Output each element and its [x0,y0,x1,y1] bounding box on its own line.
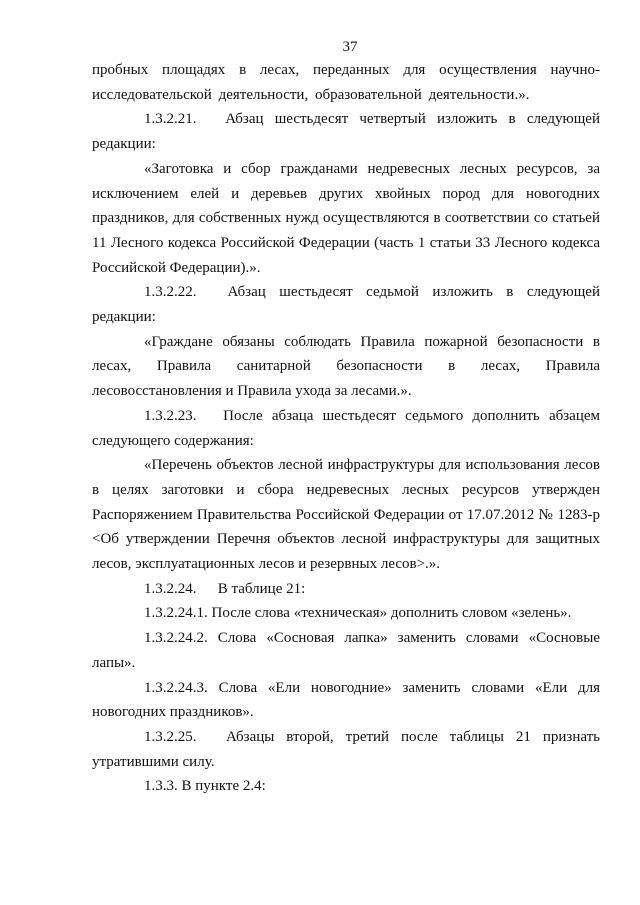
clause-number: 1.3.2.24. [144,580,197,597]
document-body [92,58,600,799]
paragraph-text: пробных площадях в лесах, переданных для осуществления научно-исследовательской деятельности, образовательной деятельности.». [92,62,600,103]
paragraph-1.3.2.22 [92,280,600,329]
paragraph-text: В таблице 21: [217,580,306,597]
paragraph-text: «Перечень объектов лесной инфраструктуры для использования лесов в целях заготовки и сбора недревесных лесных ресурсов утвержден Распоряжением Правительства Российской Федерации от 17.07.2012 № 1283-р <Об утверждении Перечня объектов лесной инфраструктуры для защитных лесов, эксплуатационных лесов и резервных лесов>.». [92,457,600,573]
paragraph-text: «Граждане обязаны соблюдать Правила пожарной безопасности в лесах, Правила санитарной безопасности в лесах, Правила лесовосстановления и Правила ухода за лесами.». [92,333,600,400]
paragraph-text: Абзац шестьдесят седьмой изложить в следующей редакции: [92,284,600,326]
paragraph-1.3.2.23 [92,404,600,453]
paragraph-1.3.2.24 [92,577,600,602]
paragraph-1.3.2.25 [92,725,600,774]
paragraph-text: «Заготовка и сбор гражданами недревесных лесных ресурсов, за исключением елей и деревьев других хвойных пород для новогодних праздников, для собственных нужд осуществляются в соответствии со статьей 11 Лесного кодекса Российской Федерации (часть 1 статьи 33 Лесного кодекса Российской Федерации).». [92,160,600,276]
paragraph-text: 1.3.2.24.1. После слова «техническая» дополнить словом «зелень». [144,605,572,622]
clause-number: 1.3.2.25. [144,728,197,745]
paragraph [92,601,600,626]
clause-number: 1.3.2.22. [144,284,197,301]
paragraph [92,58,600,107]
paragraph-text: 1.3.2.24.3. Слова «Ели новогодние» заменить словами «Ели для новогодних праздников». [92,679,600,721]
paragraph-text: После абзаца шестьдесят седьмого дополнить абзацем следующего содержания: [92,407,600,449]
paragraph-text: Абзац шестьдесят четвертый изложить в следующей редакции: [92,111,600,153]
paragraph-text: 1.3.3. В пункте 2.4: [144,778,266,795]
clause-number: 1.3.2.21. [144,111,197,128]
page-number: 37 [342,39,358,55]
clause-number: 1.3.2.23. [144,407,197,424]
paragraph [92,453,600,577]
paragraph [92,157,600,281]
paragraph [92,676,600,725]
paragraph [92,774,600,799]
paragraph-text: 1.3.2.24.2. Слова «Сосновая лапка» заменить словами «Сосновые лапы». [92,630,600,671]
paragraph [92,626,600,675]
paragraph [92,330,600,404]
paragraph-1.3.2.21 [92,107,600,156]
paragraph-text: Абзацы второй, третий после таблицы 21 признать утратившими силу. [92,728,601,770]
